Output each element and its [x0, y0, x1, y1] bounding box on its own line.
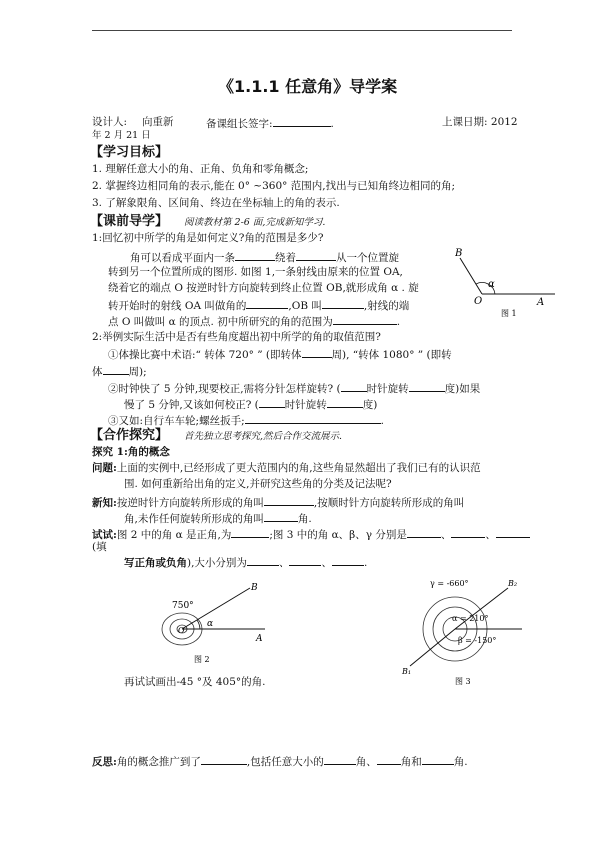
label-alpha: α — [207, 619, 214, 629]
blank-endpoint[interactable] — [296, 250, 336, 261]
label-O: O — [178, 626, 185, 635]
try-line1-end: (填 — [92, 541, 107, 553]
explore-1-title: 探究 1:角的概念 — [92, 446, 170, 458]
preview-heading: 【课前导学】 — [90, 214, 169, 229]
figure-3-caption: 图 3 — [455, 677, 471, 686]
blank-zero-angle[interactable] — [264, 511, 298, 522]
goal-item-1: 1. 理解任意大小的角、正角、负角和零角概念; — [92, 163, 309, 175]
figure-1 — [455, 244, 565, 320]
figure-2-caption: 图 2 — [194, 655, 210, 664]
blank-more-examples[interactable] — [245, 413, 381, 424]
label-A: A — [537, 297, 545, 308]
blank-terminal-side[interactable] — [322, 298, 364, 309]
question-2: 2:举例实际生活中是否有些角度超出初中所学的角的取值范围? — [92, 331, 381, 343]
para1-line3: 绕着它的端点 O 按逆时针方向旋转到终止位置 OB,就形成角 α . 旋 — [108, 282, 419, 294]
ray-OB — [460, 258, 482, 294]
blank-angle-range[interactable] — [333, 314, 397, 325]
goal-item-2: 2. 掌握终边相同角的表示,能在 0° ~360° 范围内,找出与已知角终边相同的角; — [92, 180, 456, 192]
label-gamma: γ = -660° — [430, 579, 469, 588]
reviewer-signature-blank[interactable] — [273, 116, 331, 127]
blank-turns-1080[interactable] — [103, 364, 129, 375]
blank-angle-type-1[interactable] — [324, 754, 356, 765]
reviewer-label: 备课组长签字: . — [206, 118, 334, 130]
para1-line5: 点 O 叫做叫 α 的顶点. 初中所研究的角的范围为 . — [108, 316, 401, 328]
designer-name: 向重新 — [142, 116, 174, 128]
blank-direction-fast[interactable] — [341, 381, 367, 392]
blank-initial-side[interactable] — [246, 298, 288, 309]
label-A: A — [256, 634, 263, 644]
preview-note: 阅读教材第 2-6 面,完成新知学习. — [184, 217, 326, 228]
blank-alpha-sign[interactable] — [407, 527, 441, 538]
label-750: 750° — [172, 601, 194, 611]
coop-heading: 【合作探究】 — [90, 428, 169, 443]
reflection-line: 反思:角的概念推广到了 ,包括任意大小的 角、 角和 角. — [92, 756, 468, 768]
problem-line1: 问题:上面的实例中,已经形成了更大范围内的角,这些角显然超出了我们已有的认识范 — [92, 462, 481, 474]
new-knowledge-line2: 角,未作任何旋转所形成的角叫 角. — [124, 513, 312, 525]
blank-ray[interactable] — [235, 250, 275, 261]
blank-angle-type-2[interactable] — [377, 754, 401, 765]
label-alpha: α = 210° — [452, 614, 489, 623]
goals-heading: 【学习目标】 — [90, 145, 169, 160]
try-line1: 试试:图 2 中的角 α 是正角,为 ;图 3 中的角 α、β、γ 分别是 、 、 — [92, 527, 530, 542]
new-knowledge-line1: 新知:按逆时针方向旋转所形成的角叫 ,按顺时针方向旋转所形成的角叫 — [92, 497, 465, 509]
label-beta: β = -150° — [458, 636, 497, 645]
item-3: ③又如:自行车车轮;螺丝扳手; . — [108, 415, 384, 427]
para1-line1: 角可以看成平面内一条 绕着 从一个位置旋 — [130, 252, 399, 264]
blank-alpha-size[interactable] — [247, 555, 279, 566]
draw-task: 再试试画出-45 °及 405°的角. — [124, 676, 266, 688]
figure-3 — [400, 574, 530, 689]
blank-positive-angle[interactable] — [264, 495, 314, 506]
blank-degrees-slow[interactable] — [327, 397, 363, 408]
top-rule — [92, 30, 512, 31]
problem-line2: 围. 如何重新给出角的定义,并研究这些角的分类及记法呢? — [124, 478, 392, 490]
item-2-line2: 慢了 5 分钟,又该如何校正? ( 时针旋转 度) — [124, 399, 378, 411]
blank-beta-size[interactable] — [289, 555, 321, 566]
label-B2: B₂ — [508, 579, 518, 588]
label-B: B — [251, 583, 258, 593]
para1-line4: 转开始时的射线 OA 叫做角的 ,OB 叫 ,射线的端 — [108, 300, 410, 312]
question-1: 1:回忆初中所学的角是如何定义?角的范围是多少? — [92, 232, 324, 244]
blank-beta-sign[interactable] — [451, 527, 485, 538]
date-rest: 年 2 月 21 日 — [92, 130, 151, 141]
blank-gamma-size[interactable] — [332, 555, 364, 566]
label-O: O — [474, 296, 483, 307]
label-B1: B₁ — [402, 667, 412, 676]
page-title: 《1.1.1 任意角》导学案 — [218, 77, 398, 96]
item-2-line1: ②时钟快了 5 分钟,现要校正,需将分针怎样旋转? ( 时针旋转 度)如果 — [108, 383, 481, 395]
blank-direction-slow[interactable] — [259, 397, 285, 408]
item-1-line1: ①体操比赛中术语:“ 转体 720° ” (即转体 周), “转体 1080° ” (即转 — [108, 349, 452, 361]
goal-item-3: 3. 了解象限角、区间角、终边在坐标轴上的角的表示. — [92, 197, 340, 209]
label-alpha: α — [488, 279, 495, 290]
item-1-line2: 体 周); — [92, 366, 147, 378]
figure-1-caption: 图 1 — [501, 309, 517, 318]
para1-line2: 转到另一个位置所成的图形. 如图 1,一条射线由原来的位置 OA, — [108, 266, 403, 278]
date-label: 上课日期: 2012 — [442, 116, 518, 128]
date-year: 2012 — [490, 116, 518, 128]
label-B: B — [455, 248, 463, 259]
blank-generalized-to[interactable] — [201, 754, 247, 765]
try-line2: 写正角或负角),大小分别为 、 、 . — [124, 557, 368, 569]
blank-degrees-fast[interactable] — [409, 381, 445, 392]
designer-label: 设计人: — [92, 116, 128, 128]
figure-2 — [150, 580, 280, 670]
blank-fig2-angle[interactable] — [231, 527, 269, 538]
coop-note: 首先独立思考探究,然后合作交流展示. — [184, 431, 343, 442]
blank-turns-720[interactable] — [302, 347, 332, 358]
blank-angle-type-3[interactable] — [422, 754, 454, 765]
blank-gamma-sign[interactable] — [496, 527, 530, 538]
